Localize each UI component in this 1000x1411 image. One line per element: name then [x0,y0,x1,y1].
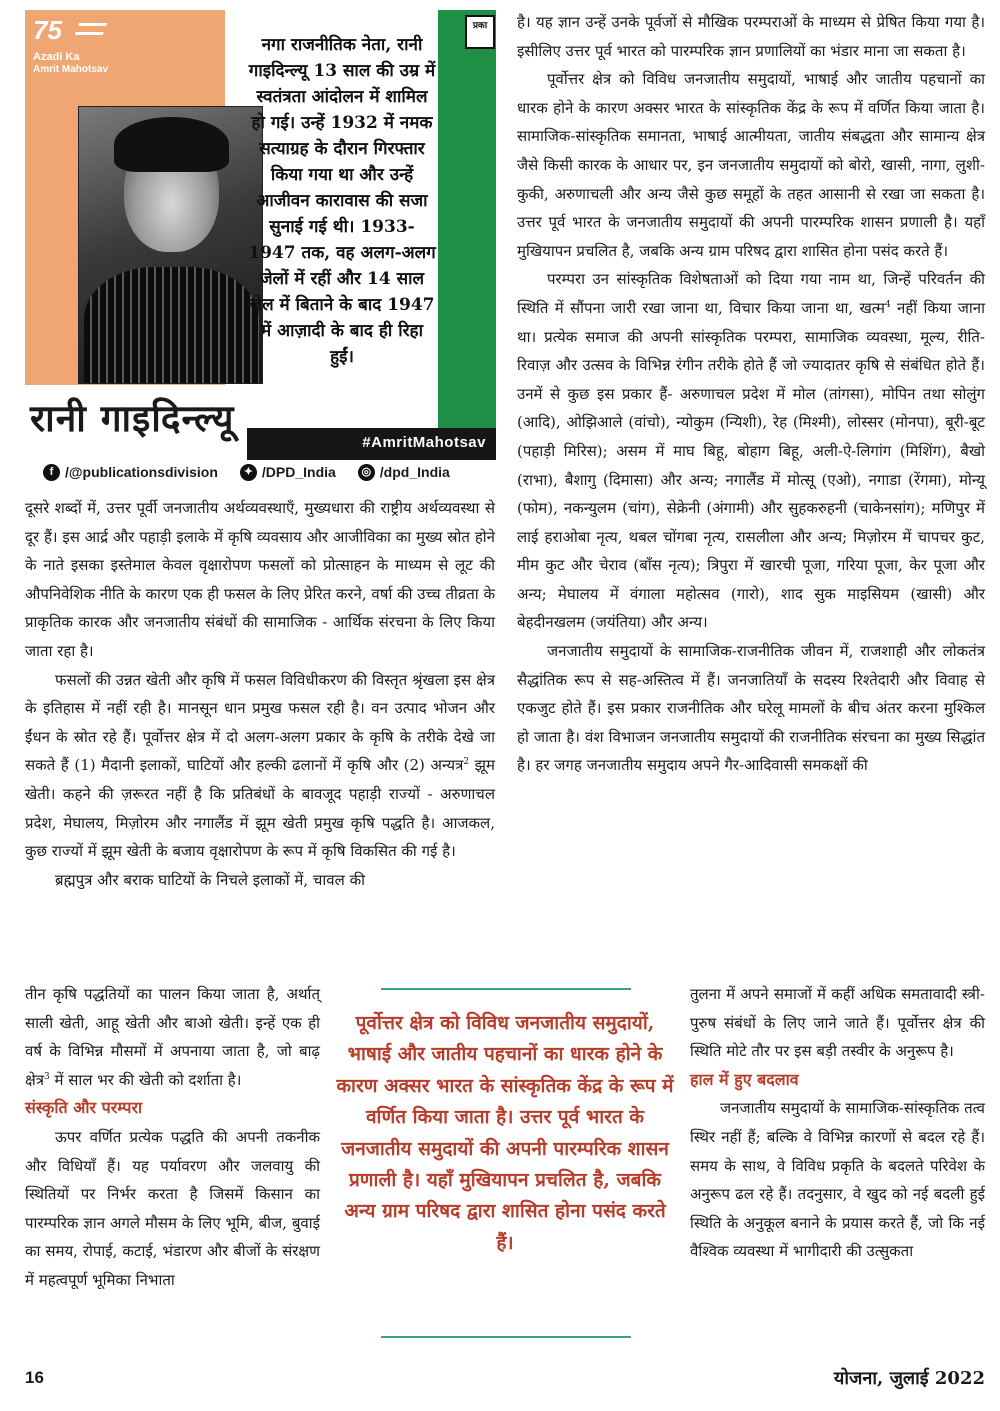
left-paragraph-4: ऊपर वर्णित प्रत्येक पद्धति की अपनी तकनीक और विधियाँ हैं। यह पर्यावरण और जलवायु की स्थितियों पर निर्भर करता है जिसमें किसान का पारम्परिक ज्ञान अगले मौसम के लिए भूमि, बीज, बुवाई का समय, रोपाई, कटाई, भंडारण और बीजों के संरक्षण में महत्वपूर्ण भूमिका निभाता [25,1127,320,1289]
left-narrow-column [25,980,320,1295]
twitter-handle[interactable] [240,464,336,481]
feature-green-strip [438,10,496,428]
pull-quote-top-rule [381,988,631,990]
right-paragraph-3-part-a: परम्परा उन सांस्कृतिक विशेषताओं को दिया गया नाम था, जिन्हें परिवर्तन की स्थिति में सौंपना जारी रखा जाना था, विचार किया जाना था, खत्म [517,270,985,317]
pull-quote-text: पूर्वोत्तर क्षेत्र को विविध जनजातीय समुदायों, भाषाई और जातीय पहचानों का धारक होने के कारण अक्सर भारत के सांस्कृतिक केंद्र के रूप में वर्णित किया जाता है। उत्तर पूर्व भारत के जनजातीय समुदायों की अपनी पारम्परिक शासन प्रणाली है। यहाँ मुखियापन प्रचलित है, जबकि अन्य ग्राम परिषद द्वारा शासित होना पसंद करते हैं। [336,1012,674,1254]
right-paragraph-2: पूर्वोत्तर क्षेत्र को विविध जनजातीय समुदायों, भाषाई और जातीय पहचानों का धारक होने के कारण अक्सर भारत के सांस्कृतिक केंद्र के रूप में वर्णित किया जाता है। सामाजिक-सांस्कृतिक समानता, भाषाई आत्मीयता, जातीय संबद्धता और सामान्य क्षेत्र जैसे किसी कारक के आधार पर, इन जनजातीय समुदायों को बोरो, खासी, नागा, लुशी-कुकी, अरुणाचली और अन्य जैसे कुछ समूहों के तहत आसानी से रखा जा सकता है। उत्तर पूर्व भारत के जनजातीय समुदायों की अपनी पारम्परिक शासन प्रणाली है। यहाँ मुखियापन प्रचलित है, जबकि अन्य ग्राम परिषद द्वारा शासित होना पसंद करते हैं। [517,70,985,260]
left-column [25,494,495,894]
right-narrow-column [690,980,985,1266]
facebook-icon: f [43,464,60,481]
flag-icon [75,23,107,35]
portrait-photo [78,106,263,384]
right-paragraph-4-rest: तुलना में अपने समाजों में कहीं अधिक समतावादी स्त्री-पुरुष संबंधों के लिए जाने जाते हैं। पूर्वोत्तर क्षेत्र की स्थिति मोटे तौर पर इस बड़ी तस्वीर के अनुरूप है। [690,985,985,1061]
twitter-handle-text: /DPD_India [261,464,336,480]
pull-quote [336,988,674,1340]
right-paragraph-3-part-b: नहीं किया जाना था। प्रत्येक समाज की अपनी सांस्कृतिक परम्परा, सामाजिक व्यवस्था, मूल्य, रीति-रिवाज़ और उत्सव के विभिन्न रंगीन तरीके होते हैं जो ज्यादातर कृषि से संबंधित होते हैं। उनमें से कुछ इस प्रकार हैं- अरुणाचल प्रदेश में मोल (तांगसा), मोपिन तथा सोलुंग (आदि), ओझिआले (वांचो), न्योकुम (न्यिशी), रेह (मिश्मी), लोस्सर (मोनपा), बूरी-बूट (पहाड़ी मिरिस); असम में माघ बिहू, बोहाग बिहू, अली-ऐ-लिगांग (मिशिंग), बैखो (राभा), बैशागु (दिमासा) और अन्य; नगालैंड में मोत्सू (एओ), नगाडा (रेंगमा), मोन्यू (फोम), नकन्युलम (चांग), सेक्रेनी (अंगामी) और सुहकरुहनी (चाकेनसांग); मणिपुर में लाई हराओबा नृत्य, थबल चोंगबा नृत्य, रासलीला और अन्य; मिज़ोरम में चापचर कुट, मीम कुट और चेराव (बाँस नृत्य); त्रिपुरा में खारची पूजा, गरिया पूजा, केर पूजा और अन्य; मेघालय में वंगाला महोत्सव (गारो), शाद सुक माइसियम (खासी) और बेहदीनखलम (जयंतिया) और अन्य। [517,298,985,632]
feature-person-name: रानी गाइदिन्ल्यू [25,385,275,460]
logo-number: 75 [33,15,62,45]
right-paragraph-3 [517,265,985,637]
footnote-ref-3: 3 [44,1071,50,1082]
facebook-handle-text: /@publicationsdivision [65,464,218,480]
feature-caption: नगा राजनीतिक नेता, रानी गाइदिन्ल्यू 13 साल की उम्र में स्वतंत्रता आंदोलन में शामिल हो गई। उन्हें 1932 में नमक सत्याग्रह के दौरान गिरफ्तार किया गया था और उन्हें आजीवन कारावास की सजा सुनाई गई थी। 1933-1947 तक, वह अलग-अलग जेलों में रहीं और 14 साल जेल में बिताने के बाद 1947 में आज़ादी के बाद ही रिहा हुईं। [248,35,436,367]
right-paragraph-5: जनजातीय समुदायों के सामाजिक-सांस्कृतिक तत्व स्थिर नहीं हैं; बल्कि वे विभिन्न कारणों से बदल रहे हैं। समय के साथ, वे विविध प्रकृति के बदलते परिवेश के अनुरूप ढल रहे हैं। तदनुसार, वे खुद को नई बदली हुई स्थिति के अनुकूल बनाने के प्रयास करते हैं, जो कि नई वैश्विक व्यवस्था में भागीदारी की उत्सुकता [690,1099,985,1261]
right-paragraph-1: है। यह ज्ञान उन्हें उनके पूर्वजों से मौखिक परम्पराओं के माध्यम से प्रेषित किया गया है। इसीलिए उत्तर पूर्व भारत को पारम्परिक ज्ञान प्रणालियों का भंडार माना जा सकता है। [517,13,985,60]
facebook-handle[interactable] [43,464,218,481]
feature-box [25,10,496,460]
section-heading-recent-changes: हाल में हुए बदलाव [690,1069,799,1089]
left-paragraph-3-start: ब्रह्मपुत्र और बराक घाटियों के निचले इलाकों में, चावल की [55,870,365,889]
left-paragraph-3-rest [25,980,320,1094]
left-paragraph-2-part-b: झूम खेती। कहने की ज़रूरत नहीं है कि प्रतिबंधों के बावजूद पहाड़ी राज्यों - अरुणाचल प्रदेश, मेघालय, मिज़ोरम और नगालैंड में झूम खेती प्रमुख कृषि पद्धति है। आजकल, कुछ राज्यों में झूम खेती के बजाय वृक्षारोपण के रूप में कृषि विकसित की गई है। [25,756,495,861]
footnote-ref-2: 2 [463,757,470,768]
logo-line2: Amrit Mahotsav [33,64,109,75]
footnote-ref-4: 4 [884,299,891,310]
publications-division-logo: प्रका [465,15,495,49]
pull-quote-bottom-rule [381,1336,631,1338]
section-heading-culture: संस्कृति और परम्परा [25,1098,143,1118]
logo-line1: Azadi Ka [33,51,80,63]
instagram-handle-text: /dpd_India [379,464,450,480]
right-paragraph-4: जनजातीय समुदायों के सामाजिक-राजनीतिक जीवन में, राजशाही और लोकतंत्र सैद्धांतिक रूप से सह-अस्तित्व में हैं। जनजातियाँ के सदस्य रिश्तेदारी और विवाह से एकजुट होते हैं। इस प्रकार राजनीतिक और घरेलू मामलों के बीच अंतर करना मुश्किल हो जाता है। वंश विभाजन जनजातीय समुदायों की राजनीतिक संरचना का मुख्य सिद्धांत है। हर जगह जनजातीय समुदाय अपने गैर-आदिवासी समकक्षों की [517,642,985,775]
left-paragraph-1: दूसरे शब्दों में, उत्तर पूर्वी जनजातीय अर्थव्यवस्थाएँ, मुख्यधारा की राष्ट्रीय अर्थव्यवस्था से दूर हैं। इस आर्द्र और पहाड़ी इलाके में कृषि व्यवसाय और आजीविका का मुख्य स्रोत होने के नाते इसका इस्तेमाल केवल वृक्षारोपण फसलों को प्रोत्साहन के माध्यम से लूट की औपनिवेशिक नीति के कारण एक ही फसल के लिए प्रेरित करने, वर्षा की उच्च तीव्रता के प्राकृतिक कारक और जनजातीय संबंधों की सामाजिक - आर्थिक संरचना के लिए किया जाता रहा है। [25,499,495,660]
social-handles-row [43,460,498,484]
photo-figure-body [84,267,259,384]
left-paragraph-3-rest-b: में साल भर की खेती को दर्शाता है। [49,1070,242,1089]
instagram-icon: ◎ [358,464,375,481]
hashtag-bar: #AmritMahotsav [247,428,496,460]
magazine-footer: योजना, जुलाई 2022 [833,1368,985,1389]
left-paragraph-2 [25,666,495,866]
left-paragraph-2-part-a: फसलों की उन्नत खेती और कृषि में फसल विविधीकरण की विस्तृत श्रृंखला इस क्षेत्र के इतिहास में नहीं रही है। मानसून धान प्रमुख फसल रही है। वन उत्पाद भोजन और ईंधन के स्रोत रहे हैं। पूर्वोत्तर क्षेत्र में दो अलग-अलग प्रकार के कृषि के तरीके देखे जा सकते हैं (1) मैदानी इलाकों, घाटियों और हल्की ढलानों में कृषि और (2) अन्यत्र [25,670,496,775]
instagram-handle[interactable] [358,464,450,481]
right-column [517,8,985,780]
photo-figure-cap [114,117,229,172]
left-paragraph-3-rest-a: तीन कृषि पद्धतियों का पालन किया जाता है, अर्थात् साली खेती, आहू खेती और बाओ खेती। इन्हें एक ही वर्ष के विभिन्न मौसमों में अपनाया जाता है, जो बाढ़ क्षेत्र [25,985,320,1089]
azadi-ka-amrit-mahotsav-logo [33,15,143,80]
page-number: 16 [25,1368,44,1387]
twitter-icon: ✦ [240,464,257,481]
